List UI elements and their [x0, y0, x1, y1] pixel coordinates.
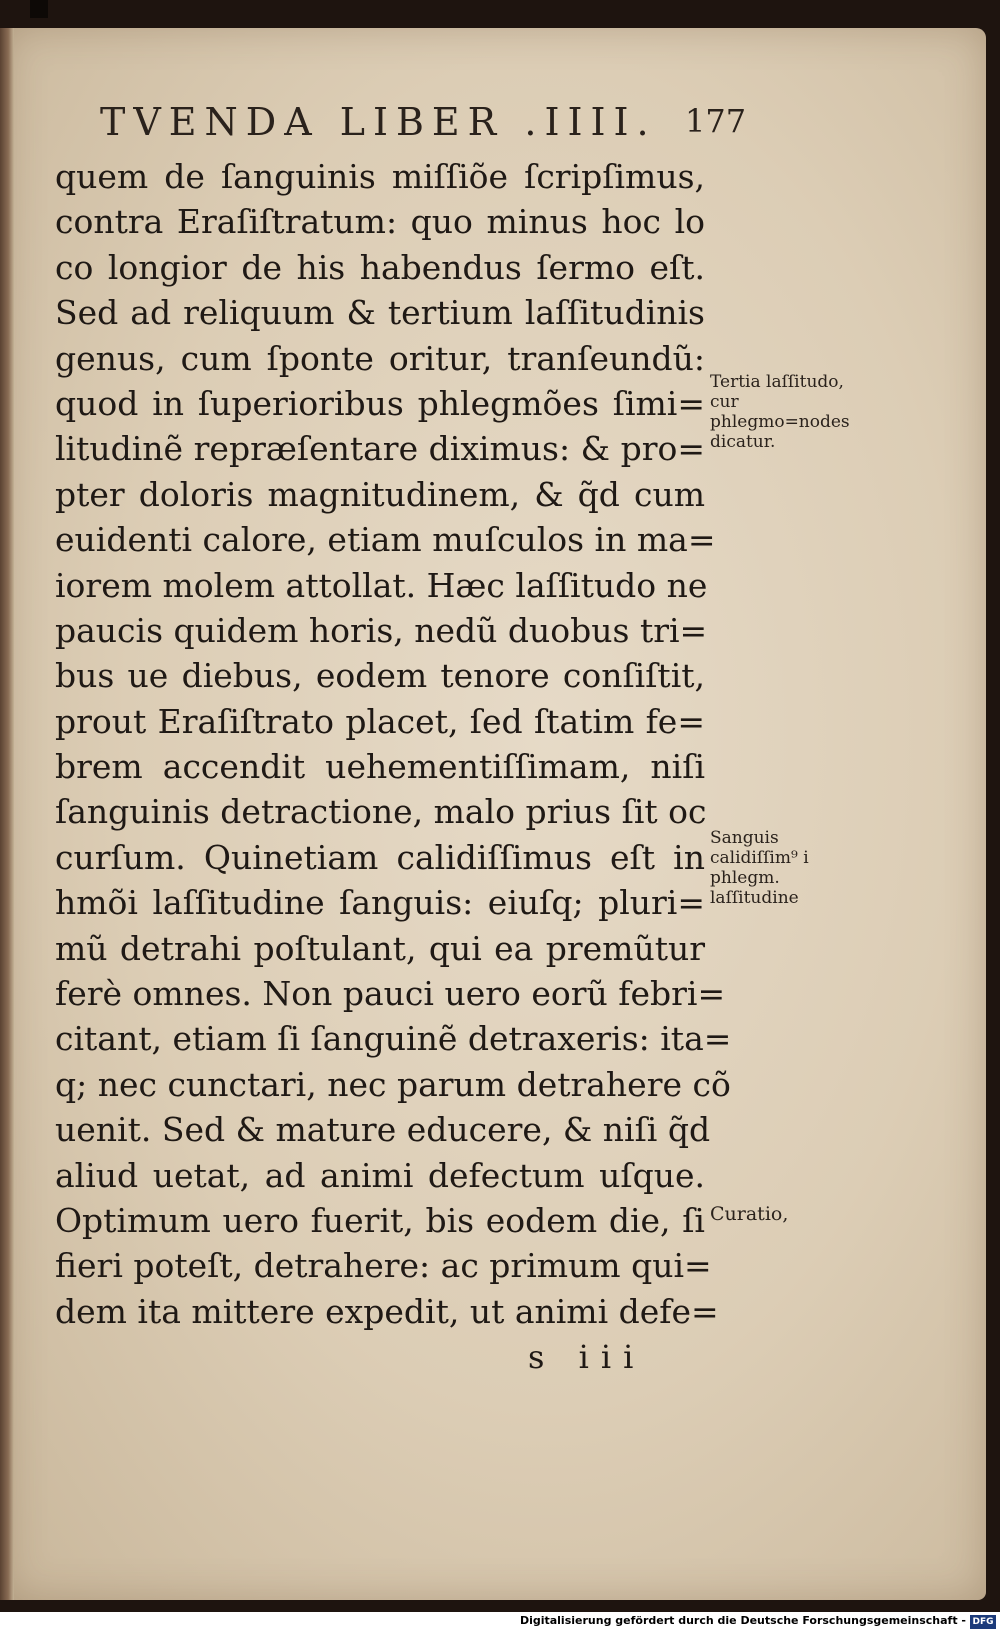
- text-line: hmõi laſſitudine ſanguis: eiuſq; pluri=: [55, 883, 705, 923]
- marginal-note: Curatio,: [710, 1203, 789, 1225]
- running-title: TVENDA LIBER .IIII.: [100, 100, 657, 144]
- marginal-note: Sanguis calidiſſim⁹ i phlegm. laſſitudine: [710, 828, 809, 908]
- marginal-note: Tertia laſſitudo, cur phlegmo=nodes dicatur.: [710, 372, 850, 452]
- text-line: Optimum uero fuerit, bis eodem die, ſi: [55, 1200, 705, 1240]
- text-line: genus, cum ſponte oritur, tranſeundũ:: [55, 338, 705, 378]
- text-line: q; nec cunctari, nec parum detrahere cõ: [55, 1064, 731, 1104]
- text-line: dem ita mittere expedit, ut animi defe=: [55, 1291, 719, 1331]
- text-line: contra Eraſiſtratum: quo minus hoc lo: [55, 202, 705, 242]
- text-line: fieri poteſt, detrahere: ac primum qui=: [55, 1246, 712, 1286]
- text-line: ferè omnes. Non pauci uero eorũ febri=: [55, 974, 726, 1014]
- text-line: aliud uetat, ad animi defectum uſque.: [55, 1155, 705, 1195]
- text-line: paucis quidem horis, nedũ duobus tri=: [55, 610, 708, 650]
- page-notch: [30, 0, 48, 18]
- text-line: iorem molem attollat. Hæc laſſitudo ne: [55, 565, 708, 605]
- text-line: Sed ad reliquum & tertium laſſitudinis: [55, 293, 705, 333]
- signature-mark: s iii: [528, 1338, 646, 1376]
- text-line: pter doloris magnitudinem, & q̃d cum: [55, 474, 705, 514]
- text-line: co longior de his habendus ſermo eſt.: [55, 247, 705, 287]
- text-line: brem accendit uehementiſſimam, niſi: [55, 747, 705, 787]
- text-line: ſanguinis detractione, malo prius ſit oc: [55, 792, 707, 832]
- page-gutter: [0, 28, 14, 1600]
- text-line: mũ detrahi poſtulant, qui ea premũtur: [55, 928, 705, 968]
- text-line: curſum. Quinetiam calidiſſimus eſt in: [55, 837, 705, 877]
- text-line: bus ue diebus, eodem tenore conſiſtit,: [55, 656, 705, 696]
- text-line: uenit. Sed & mature educere, & niſi q̃d: [55, 1110, 711, 1150]
- text-line: quod in ſuperioribus phlegmões ſimi=: [55, 383, 705, 423]
- text-line: citant, etiam ſi ſanguinẽ detraxeris: ita=: [55, 1019, 732, 1059]
- footer-credit: Digitalisierung gefördert durch die Deutsche Forschungsgemeinschaft -: [519, 1614, 966, 1627]
- text-line: prout Eraſiſtrato placet, ſed ſtatim fe=: [55, 701, 705, 741]
- footer-bar: [0, 1612, 1000, 1635]
- text-line: quem de ſanguinis miſſiõe ſcripſimus,: [55, 157, 705, 196]
- running-head: [100, 100, 780, 150]
- body-text: [55, 154, 732, 1334]
- page-number: 177: [685, 102, 747, 140]
- dfg-logo-icon: DFG: [970, 1615, 996, 1629]
- text-line: litudinẽ repræſentare diximus: & pro=: [55, 429, 705, 469]
- text-line: euidenti calore, etiam muſculos in ma=: [55, 520, 716, 560]
